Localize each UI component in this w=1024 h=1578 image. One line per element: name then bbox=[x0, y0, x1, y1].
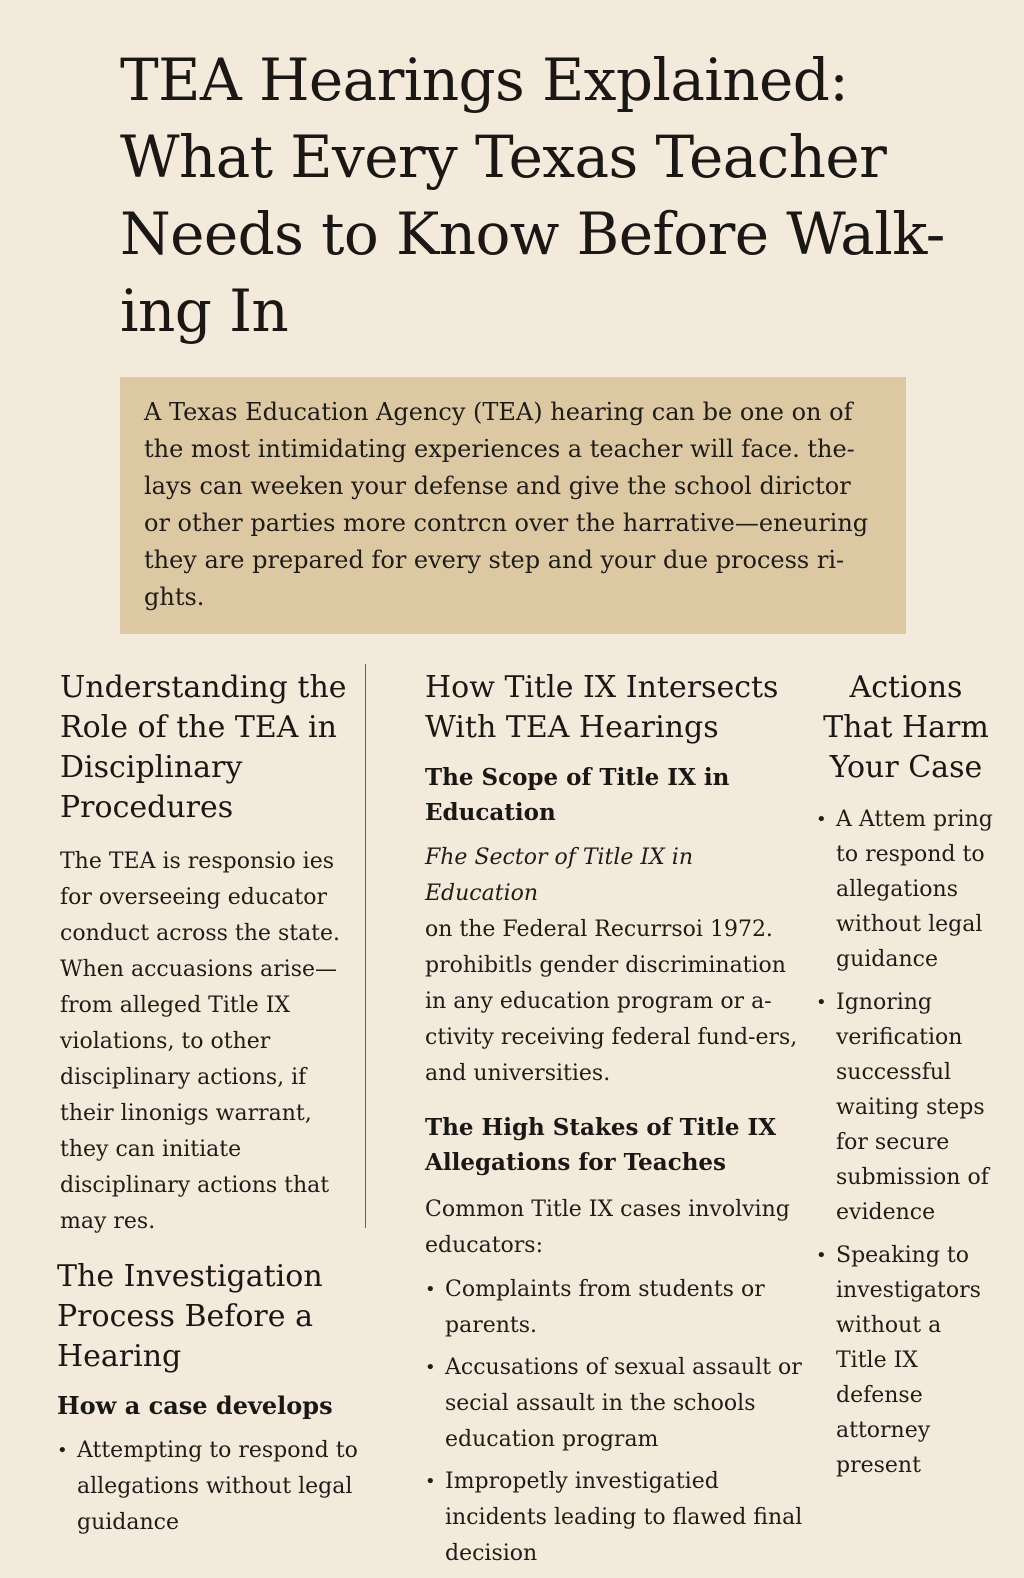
actions-list-item: • A Attem pring to respond to allegations without legal guidance bbox=[816, 802, 996, 977]
title-ix-subheading-scope: The Scope of Title IX in Education bbox=[425, 764, 730, 826]
title-ix-common-intro: Common Title IX cases involving educators: bbox=[425, 1197, 790, 1258]
understanding-paragraph: The TEA is responsio ies for overseeing educator conduct across the state. When accuasions arise— from alleged Title IX violations, to other disciplinary actions, if their linonigs warrant, they can initiate disciplinary actions that may res. bbox=[60, 849, 341, 1234]
column-investigation bbox=[57, 1257, 363, 1541]
intro-callout bbox=[120, 377, 906, 634]
understanding-heading: Understanding the Role of the TEA in Disciplinary Procedures bbox=[60, 670, 347, 825]
actions-list bbox=[816, 802, 996, 1483]
actions-heading: Actions That Harm Your Case bbox=[823, 670, 989, 785]
title-ix-subheading-stakes: The High Stakes of Title IX Allegations for Teaches bbox=[425, 1114, 777, 1176]
column-actions bbox=[816, 664, 996, 1491]
column-understanding bbox=[60, 664, 352, 1240]
article-title: TEA Hearings Explained: What Every Texas Teacher Needs to Know Before Walk-ing In bbox=[120, 46, 945, 345]
column-title-ix bbox=[425, 664, 805, 1578]
title-ix-paragraph: on the Federal Recurrsoi 1972. prohibitls gender discrimination in any education program or a-ctivity receiving federal fund-ers, and universities. bbox=[425, 917, 798, 1086]
intro-text: A Texas Education Agency (TEA) hearing can be one on of the most intimidating experiences a teacher will face. the-lays can weeken your defense and give the school dirictor or other parties more contrcn over the harrative—eneuring they are prepared for every step and your due process ri-ghts. bbox=[144, 398, 869, 611]
investigation-subheading: How a case develops bbox=[57, 1391, 333, 1420]
title-ix-italic-lead: Fhe Sector of Title IX in Education bbox=[425, 845, 693, 906]
column-divider bbox=[365, 664, 366, 1228]
title-ix-list-item: • Impropetly investigatied incidents leading to flawed final decision bbox=[425, 1464, 805, 1572]
title-ix-list-item: • Complaints from students or parents. bbox=[425, 1272, 805, 1344]
investigation-list-item: • Attempting to respond to allegations without legal guidance bbox=[57, 1433, 363, 1541]
actions-list-item: • Speaking to investigators without a Title IX defense attorney present bbox=[816, 1238, 996, 1483]
title-ix-heading: How Title IX Intersects With TEA Hearings bbox=[425, 670, 779, 745]
title-ix-list-item: • Accusations of sexual assault or secial assault in the schools education program bbox=[425, 1350, 805, 1458]
investigation-list bbox=[57, 1433, 363, 1541]
actions-list-item: • Ignoring verification successful waiting steps for secure submission of evidence bbox=[816, 985, 996, 1230]
title-ix-list bbox=[425, 1272, 805, 1572]
investigation-heading: The Investigation Process Before a Hearing bbox=[57, 1259, 323, 1374]
